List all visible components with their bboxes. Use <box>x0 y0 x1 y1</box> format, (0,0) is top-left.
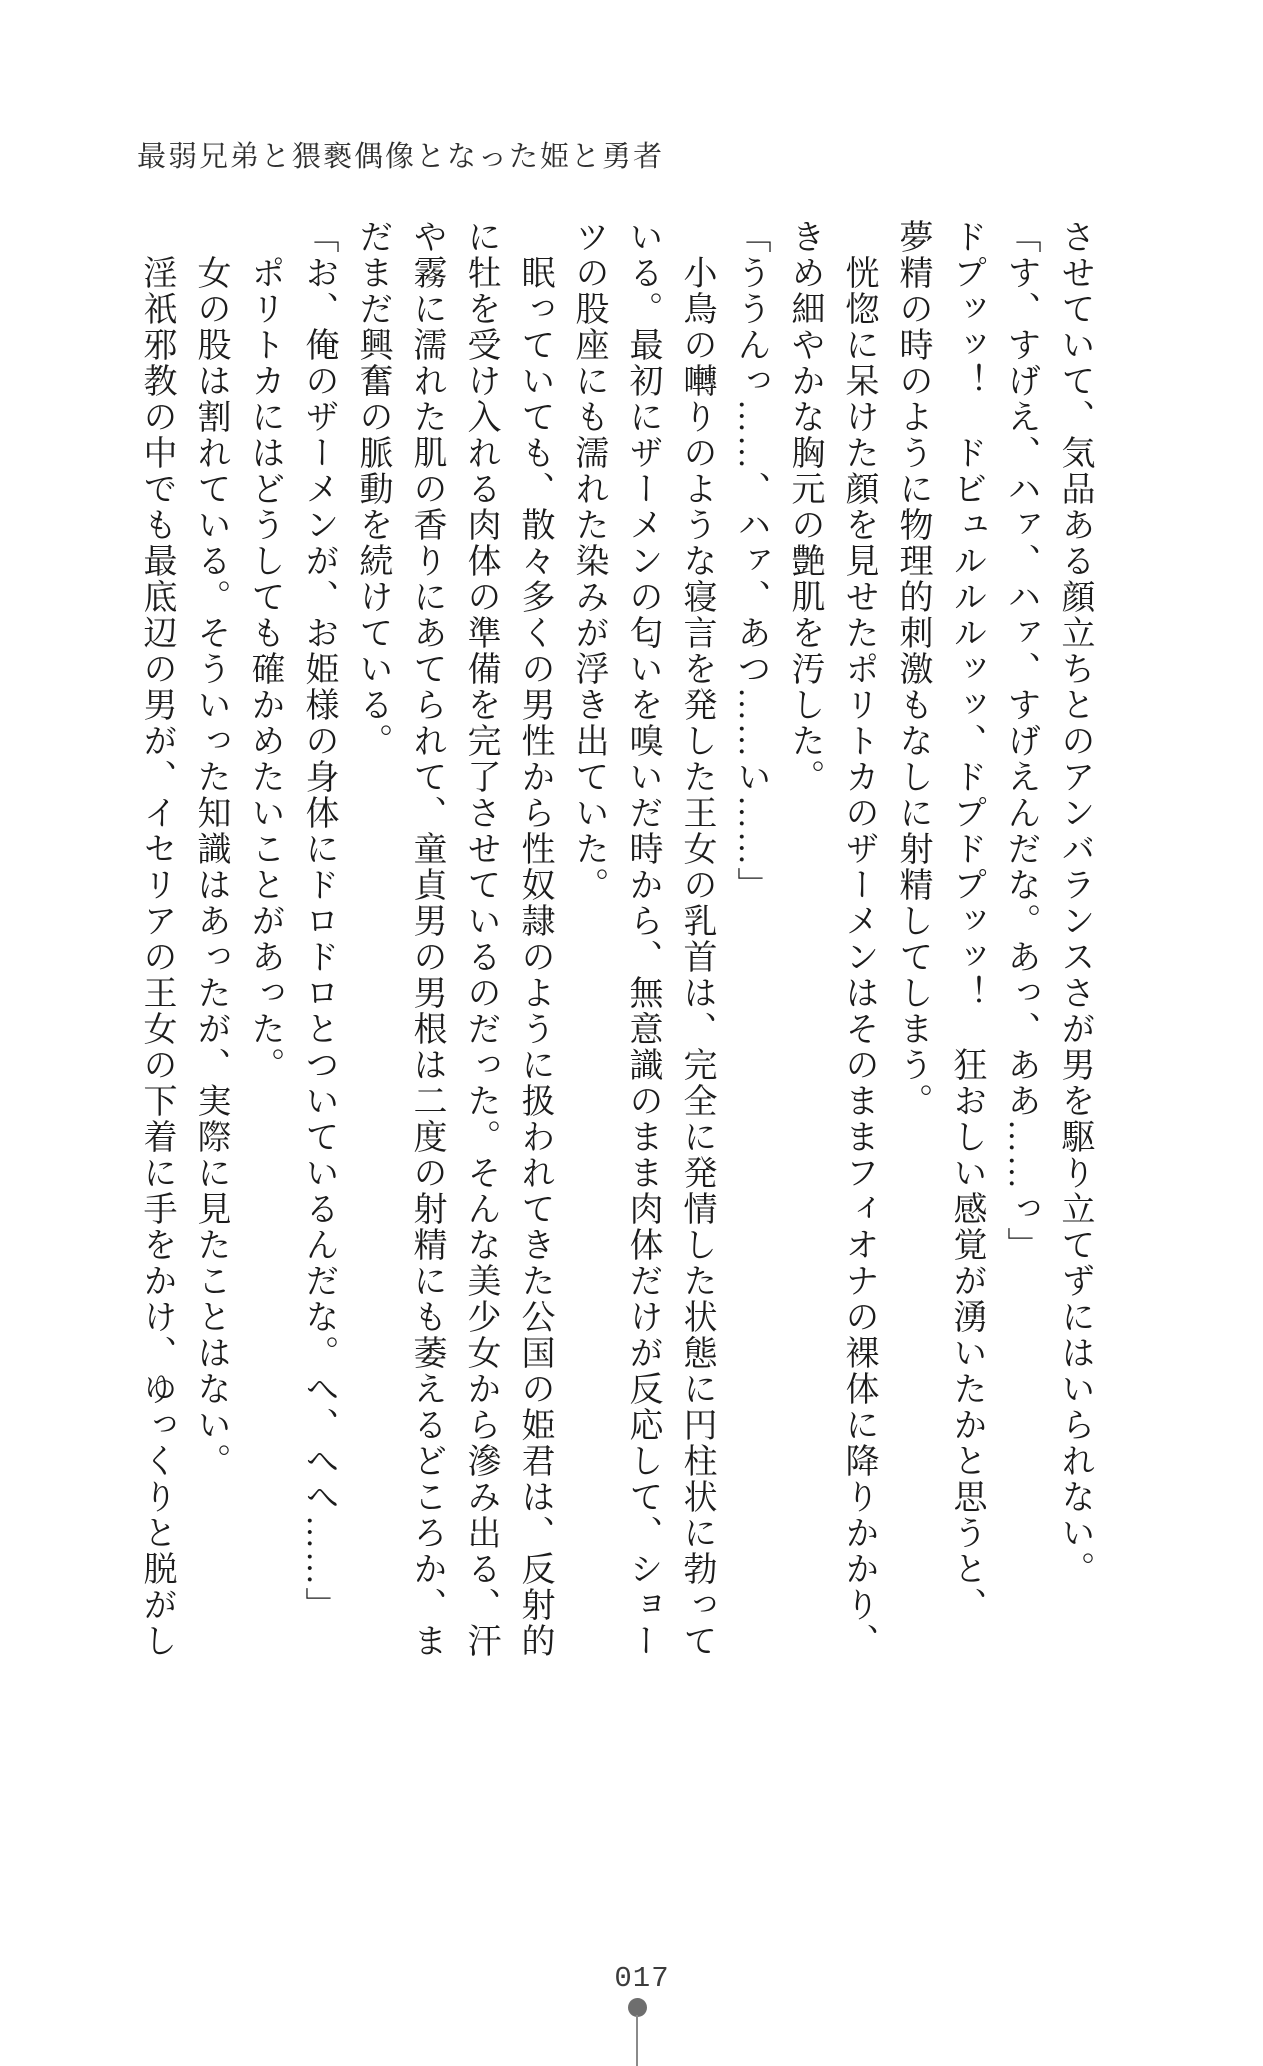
text-line: 夢精の時のように物理的刺激もなしに射精してしまう。 <box>894 219 931 1119</box>
text-line: 女の股は割れている。そういった知識はあったが、実際に見たことはない。 <box>192 255 229 1479</box>
text-line: いる。最初にザーメンの匂いを嗅いだ時から、無意識のまま肉体だけが反応して、ショー <box>624 219 661 1659</box>
footer-line-ornament <box>636 2015 638 2066</box>
text-line: ツの股座にも濡れた染みが浮き出ていた。 <box>570 219 607 903</box>
page-number: 017 <box>614 1962 670 1995</box>
text-line: 「す、すげえ、ハァ、ハァ、すげえんだな。あっ、ああ……っ」 <box>1002 219 1039 1263</box>
text-line: 「お、俺のザーメンが、お姫様の身体にドロドロとついているんだな。へ、へへ……」 <box>300 219 337 1623</box>
text-line: 眠っていても、散々多くの男性から性奴隷のように扱われてきた公国の姫君は、反射的 <box>516 255 553 1659</box>
running-header-title: 最弱兄弟と猥褻偶像となった姫と勇者 <box>137 141 665 173</box>
text-line: や霧に濡れた肌の香りにあてられて、童貞男の男根は二度の射精にも萎えるどころか、ま <box>408 219 445 1659</box>
text-line: 小鳥の囀りのような寝言を発した王女の乳首は、完全に発情した状態に円柱状に勃って <box>678 255 715 1659</box>
body-text-block <box>129 219 1101 1671</box>
text-line: ポリトカにはどうしても確かめたいことがあった。 <box>246 255 283 1083</box>
text-line: ドプッッ！ ドビュルルルッッ、ドプドプッッ！ 狂おしい感覚が湧いたかと思うと、 <box>948 219 985 1623</box>
text-line: 「ううんっ……、ハァ、あつ……い……」 <box>732 219 769 903</box>
text-line: 恍惚に呆けた顔を見せたポリトカのザーメンはそのままフィオナの裸体に降りかかり、 <box>840 255 877 1659</box>
text-line: きめ細やかな胸元の艶肌を汚した。 <box>786 219 823 795</box>
text-line: 淫祇邪教の中でも最底辺の男が、イセリアの王女の下着に手をかけ、ゆっくりと脱がし <box>138 255 175 1659</box>
text-line: に牡を受け入れる肉体の準備を完了させているのだった。そんな美少女から滲み出る、汗 <box>462 219 499 1659</box>
text-line: させていて、気品ある顔立ちとのアンバランスさが男を駆り立てずにはいられない。 <box>1056 219 1093 1587</box>
text-line: だまだ興奮の脈動を続けている。 <box>354 219 391 759</box>
